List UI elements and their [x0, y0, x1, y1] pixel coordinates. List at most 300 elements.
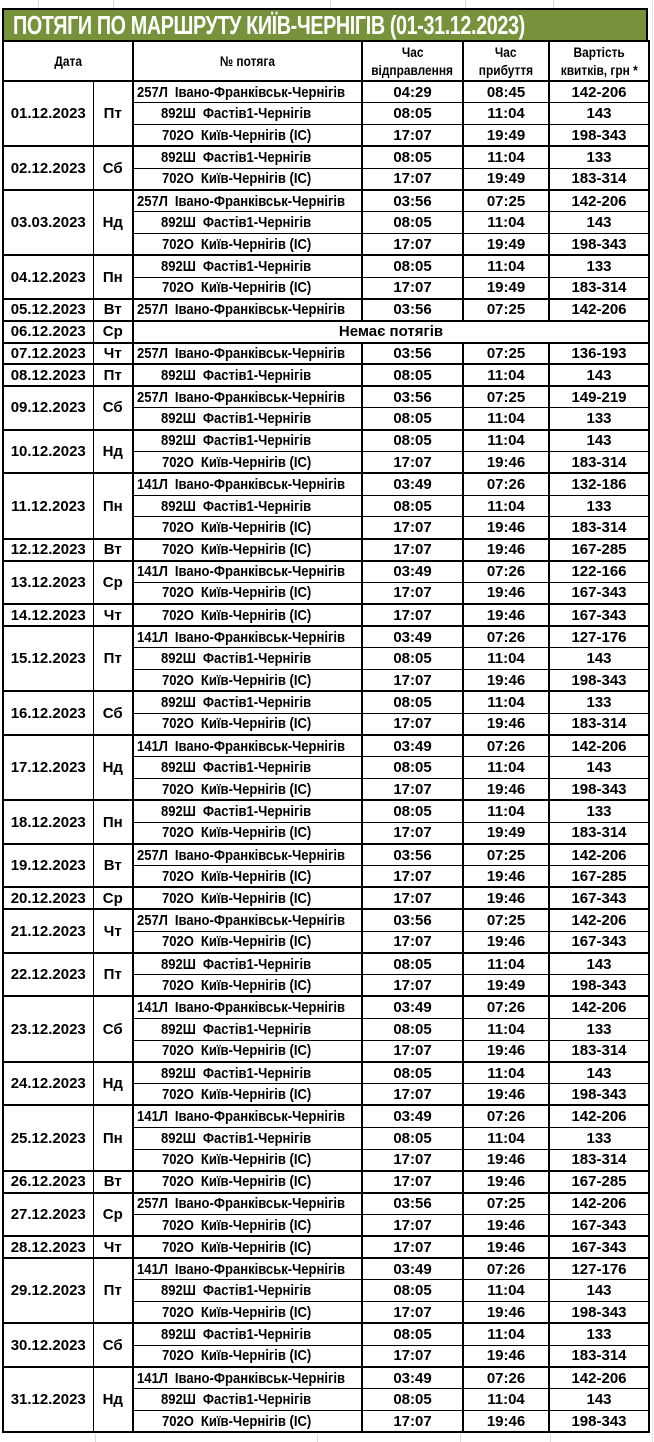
- table-row: [3, 1193, 649, 1215]
- arrival-time-cell: 19:46: [463, 539, 549, 561]
- train-route: Київ-Чернігів (ІС): [200, 1085, 311, 1103]
- train-cell: [133, 887, 362, 909]
- arrival-time-cell: 19:49: [463, 168, 549, 190]
- train-number: 892Ш: [161, 497, 197, 515]
- departure-time-cell: 03:49: [362, 561, 463, 583]
- train-cell: [133, 430, 362, 452]
- departure-time-cell: 03:56: [362, 190, 463, 212]
- table-row: [3, 1171, 649, 1193]
- departure-time-cell: 03:56: [362, 1193, 463, 1215]
- date-cell: 30.12.2023: [3, 1323, 93, 1367]
- price-cell: 183-314: [549, 1040, 649, 1062]
- train-label: [162, 519, 311, 536]
- train-label: [161, 498, 311, 515]
- day-of-week-cell: Ср: [93, 887, 133, 909]
- train-label: [161, 1391, 311, 1408]
- train-number: 892Ш: [161, 1391, 197, 1409]
- price-cell: 136-193: [549, 343, 649, 365]
- train-cell: [133, 517, 362, 539]
- arrival-time-cell: 19:46: [463, 1345, 549, 1367]
- train-number: 257Л: [137, 192, 168, 210]
- train-number: 257Л: [137, 83, 168, 101]
- arrival-time-cell: 19:46: [463, 931, 549, 953]
- train-label: [161, 650, 311, 667]
- train-number: 141Л: [137, 1108, 168, 1126]
- date-cell: 01.12.2023: [3, 81, 93, 146]
- price-cell: 133: [549, 255, 649, 277]
- arrival-time-cell: 11:04: [463, 430, 549, 452]
- day-of-week-cell: Нд: [93, 430, 133, 474]
- table-row: [3, 146, 649, 168]
- train-number: 892Ш: [161, 1282, 197, 1300]
- departure-time-cell: 08:05: [362, 1062, 463, 1084]
- sheet-gridline: [95, 1434, 96, 1442]
- price-cell: 143: [549, 757, 649, 779]
- price-cell: 183-314: [549, 822, 649, 844]
- train-label: [161, 1282, 311, 1299]
- train-number: 892Ш: [161, 410, 197, 428]
- train-label: [162, 584, 311, 601]
- train-number: 702О: [161, 1238, 194, 1256]
- train-route: Київ-Чернігів (ІС): [200, 780, 311, 798]
- train-cell: [133, 931, 362, 953]
- train-route: Івано-Франківськ-Чернігів: [174, 1260, 346, 1278]
- train-number: 702О: [161, 235, 194, 253]
- train-number: 702О: [161, 933, 194, 951]
- train-label: [162, 1347, 311, 1364]
- day-of-week-cell: Пн: [93, 473, 133, 538]
- departure-time-cell: 17:07: [362, 822, 463, 844]
- train-cell: [133, 146, 362, 168]
- train-cell: [133, 713, 362, 735]
- train-cell: [133, 1411, 362, 1433]
- col-header-departure-time: Час відправлення: [362, 41, 463, 81]
- date-cell: 31.12.2023: [3, 1367, 93, 1432]
- departure-time-cell: 17:07: [362, 1084, 463, 1106]
- departure-time-cell: 04:29: [362, 81, 463, 103]
- train-number: 892Ш: [161, 258, 197, 276]
- train-label: [161, 105, 311, 122]
- price-cell: 133: [549, 1323, 649, 1345]
- departure-time-cell: 03:49: [362, 1258, 463, 1280]
- col-header-train-number: № потяга: [133, 41, 362, 81]
- train-label: [137, 193, 345, 210]
- table-row: [3, 190, 649, 212]
- date-cell: 17.12.2023: [3, 735, 93, 800]
- train-route: Київ-Чернігів (ІС): [200, 606, 311, 624]
- train-number: 141Л: [137, 1369, 168, 1387]
- departure-time-cell: 17:07: [362, 234, 463, 256]
- train-number: 702О: [161, 671, 194, 689]
- train-cell: [133, 1040, 362, 1062]
- train-cell: [133, 1193, 362, 1215]
- train-route: Фастів1-Чернігів: [203, 105, 312, 123]
- train-label: [162, 1173, 311, 1190]
- price-cell: 142-206: [549, 996, 649, 1018]
- day-of-week-cell: Чт: [93, 343, 133, 365]
- train-cell: [133, 1323, 362, 1345]
- train-label: [162, 781, 311, 798]
- arrival-time-cell: 08:45: [463, 81, 549, 103]
- train-number: 702О: [161, 867, 194, 885]
- train-cell: [133, 452, 362, 474]
- train-route: Київ-Чернігів (ІС): [200, 1303, 311, 1321]
- train-number: 702О: [161, 976, 194, 994]
- departure-time-cell: 08:05: [362, 103, 463, 125]
- train-label: [162, 890, 311, 907]
- price-cell: 133: [549, 495, 649, 517]
- train-route: Івано-Франківськ-Чернігів: [174, 563, 346, 581]
- price-cell: 183-314: [549, 517, 649, 539]
- train-label: [162, 541, 311, 558]
- day-of-week-cell: Пт: [93, 1258, 133, 1323]
- train-label: [162, 672, 311, 689]
- train-route: Фастів1-Чернігів: [203, 1129, 312, 1147]
- price-cell: 142-206: [549, 81, 649, 103]
- arrival-time-cell: 19:49: [463, 975, 549, 997]
- arrival-time-cell: 19:49: [463, 234, 549, 256]
- train-route: Київ-Чернігів (ІС): [200, 889, 311, 907]
- train-cell: [133, 953, 362, 975]
- date-cell: 03.03.2023: [3, 190, 93, 255]
- train-cell: [133, 604, 362, 626]
- train-route: Фастів1-Чернігів: [203, 1326, 312, 1344]
- train-cell: [133, 975, 362, 997]
- arrival-time-cell: 11:04: [463, 1062, 549, 1084]
- train-route: Київ-Чернігів (ІС): [200, 235, 311, 253]
- date-cell: 19.12.2023: [3, 844, 93, 888]
- departure-time-cell: 17:07: [362, 517, 463, 539]
- departure-time-cell: 08:05: [362, 1323, 463, 1345]
- train-route: Фастів1-Чернігів: [203, 214, 312, 232]
- table-row: [3, 1323, 649, 1345]
- train-label: [162, 1413, 311, 1430]
- train-route: Київ-Чернігів (ІС): [200, 584, 311, 602]
- price-cell: 167-343: [549, 582, 649, 604]
- train-label: [162, 279, 311, 296]
- day-of-week-cell: Вт: [93, 299, 133, 321]
- arrival-time-cell: 07:25: [463, 1193, 549, 1215]
- train-label: [161, 956, 311, 973]
- train-label: [137, 476, 345, 493]
- table-row: [3, 800, 649, 822]
- price-cell: 143: [549, 1280, 649, 1302]
- arrival-time-cell: 07:26: [463, 473, 549, 495]
- departure-time-cell: 03:49: [362, 626, 463, 648]
- train-route: Фастів1-Чернігів: [203, 1020, 312, 1038]
- arrival-time-cell: 19:46: [463, 452, 549, 474]
- date-cell: 16.12.2023: [3, 691, 93, 735]
- train-label: [137, 563, 345, 580]
- train-number: 257Л: [137, 344, 168, 362]
- train-cell: [133, 364, 362, 386]
- day-of-week-cell: Пн: [93, 1105, 133, 1170]
- arrival-time-cell: 11:04: [463, 1127, 549, 1149]
- arrival-time-cell: 11:04: [463, 800, 549, 822]
- departure-time-cell: 08:05: [362, 757, 463, 779]
- date-cell: 05.12.2023: [3, 299, 93, 321]
- train-number: 702О: [161, 170, 194, 188]
- train-number: 141Л: [137, 628, 168, 646]
- train-route: Івано-Франківськ-Чернігів: [174, 388, 346, 406]
- train-number: 702О: [161, 1042, 194, 1060]
- train-route: Фастів1-Чернігів: [203, 497, 312, 515]
- day-of-week-cell: Пт: [93, 626, 133, 691]
- train-number: 702О: [161, 1216, 194, 1234]
- train-route: Івано-Франківськ-Чернігів: [174, 999, 346, 1017]
- table-row: [3, 1236, 649, 1258]
- train-route: Київ-Чернігів (ІС): [200, 1238, 311, 1256]
- train-route: Івано-Франківськ-Чернігів: [174, 301, 346, 319]
- train-number: 702О: [161, 1303, 194, 1321]
- train-label: [137, 738, 345, 755]
- departure-time-cell: 08:05: [362, 648, 463, 670]
- price-cell: 183-314: [549, 168, 649, 190]
- price-cell: 167-343: [549, 931, 649, 953]
- train-cell: [133, 1149, 362, 1171]
- departure-time-cell: 03:49: [362, 996, 463, 1018]
- train-label: [137, 345, 345, 362]
- train-number: 702О: [161, 126, 194, 144]
- date-cell: 26.12.2023: [3, 1171, 93, 1193]
- train-cell: [133, 539, 362, 561]
- table-row: [3, 1258, 649, 1280]
- arrival-time-cell: 19:46: [463, 1171, 549, 1193]
- train-route: Фастів1-Чернігів: [203, 258, 312, 276]
- train-cell: [133, 81, 362, 103]
- train-label: [162, 454, 311, 471]
- price-cell: 143: [549, 212, 649, 234]
- departure-time-cell: 17:07: [362, 1302, 463, 1324]
- arrival-time-cell: 11:04: [463, 364, 549, 386]
- train-label: [137, 389, 345, 406]
- departure-time-cell: 03:49: [362, 473, 463, 495]
- price-cell: 167-343: [549, 1214, 649, 1236]
- table-row: [3, 343, 649, 365]
- train-number: 141Л: [137, 563, 168, 581]
- train-number: 892Ш: [161, 955, 197, 973]
- day-of-week-cell: Пн: [93, 800, 133, 844]
- train-route: Івано-Франківськ-Чернігів: [174, 475, 346, 493]
- train-label: [161, 1130, 311, 1147]
- price-cell: 143: [549, 103, 649, 125]
- price-cell: 133: [549, 691, 649, 713]
- train-cell: [133, 1367, 362, 1389]
- table-row: [3, 844, 649, 866]
- train-label: [162, 1217, 311, 1234]
- train-label: [137, 847, 345, 864]
- train-number: 702О: [161, 1412, 194, 1430]
- arrival-time-cell: 19:46: [463, 582, 549, 604]
- arrival-time-cell: 07:25: [463, 909, 549, 931]
- train-label: [162, 127, 311, 144]
- train-label: [161, 367, 311, 384]
- train-number: 141Л: [137, 475, 168, 493]
- price-cell: 142-206: [549, 1105, 649, 1127]
- train-route: Київ-Чернігів (ІС): [200, 671, 311, 689]
- arrival-time-cell: 11:04: [463, 1280, 549, 1302]
- train-number: 892Ш: [161, 432, 197, 450]
- price-cell: 133: [549, 1018, 649, 1040]
- train-label: [162, 824, 311, 841]
- departure-time-cell: 17:07: [362, 1214, 463, 1236]
- train-cell: [133, 996, 362, 1018]
- train-route: Фастів1-Чернігів: [203, 802, 312, 820]
- train-number: 702О: [161, 1085, 194, 1103]
- sheet-gridline: [113, 0, 114, 8]
- train-number: 257Л: [137, 388, 168, 406]
- train-cell: [133, 277, 362, 299]
- train-label: [137, 912, 345, 929]
- train-label: [161, 1326, 311, 1343]
- day-of-week-cell: Нд: [93, 190, 133, 255]
- day-of-week-cell: Сб: [93, 996, 133, 1061]
- train-cell: [133, 1214, 362, 1236]
- day-of-week-cell: Чт: [93, 909, 133, 953]
- arrival-time-cell: 11:04: [463, 691, 549, 713]
- date-cell: 21.12.2023: [3, 909, 93, 953]
- day-of-week-cell: Ср: [93, 561, 133, 605]
- date-cell: 20.12.2023: [3, 887, 93, 909]
- departure-time-cell: 08:05: [362, 212, 463, 234]
- day-of-week-cell: Вт: [93, 844, 133, 888]
- train-label: [162, 1239, 311, 1256]
- arrival-time-cell: 07:26: [463, 561, 549, 583]
- train-number: 892Ш: [161, 1064, 197, 1082]
- train-route: Фастів1-Чернігів: [203, 693, 312, 711]
- departure-time-cell: 17:07: [362, 713, 463, 735]
- arrival-time-cell: 19:46: [463, 1084, 549, 1106]
- train-number: 702О: [161, 1173, 194, 1191]
- departure-time-cell: 17:07: [362, 168, 463, 190]
- arrival-time-cell: 07:25: [463, 190, 549, 212]
- train-label: [162, 1042, 311, 1059]
- date-cell: 13.12.2023: [3, 561, 93, 605]
- table-title: ПОТЯГИ ПО МАРШРУТУ КИЇВ-ЧЕРНІГІВ (01-31.12.2023): [13, 9, 525, 40]
- price-cell: 142-206: [549, 844, 649, 866]
- train-cell: [133, 844, 362, 866]
- arrival-time-cell: 19:46: [463, 1411, 549, 1433]
- train-route: Київ-Чернігів (ІС): [200, 126, 311, 144]
- train-cell: [133, 1280, 362, 1302]
- departure-time-cell: 17:07: [362, 582, 463, 604]
- price-cell: 133: [549, 800, 649, 822]
- day-of-week-cell: Пт: [93, 953, 133, 997]
- train-route: Київ-Чернігів (ІС): [200, 1151, 311, 1169]
- train-cell: [133, 670, 362, 692]
- train-number: 257Л: [137, 1195, 168, 1213]
- arrival-time-cell: 11:04: [463, 103, 549, 125]
- price-cell: 198-343: [549, 234, 649, 256]
- train-label: [162, 715, 311, 732]
- price-cell: 198-343: [549, 125, 649, 147]
- day-of-week-cell: Нд: [93, 735, 133, 800]
- date-cell: 24.12.2023: [3, 1062, 93, 1106]
- train-number: 892Ш: [161, 214, 197, 232]
- table-body: [3, 81, 649, 1432]
- train-label: [161, 759, 311, 776]
- arrival-time-cell: 11:04: [463, 495, 549, 517]
- train-route: Київ-Чернігів (ІС): [200, 1412, 311, 1430]
- table-row: [3, 364, 649, 386]
- table-row: [3, 299, 649, 321]
- train-route: Фастів1-Чернігів: [203, 955, 312, 973]
- train-cell: [133, 408, 362, 430]
- table-row: [3, 626, 649, 648]
- date-cell: 07.12.2023: [3, 343, 93, 365]
- sheet-gridline: [460, 1434, 461, 1442]
- date-cell: 15.12.2023: [3, 626, 93, 691]
- price-cell: 198-343: [549, 779, 649, 801]
- train-cell: [133, 735, 362, 757]
- train-label: [162, 236, 311, 253]
- train-label: [161, 258, 311, 275]
- price-cell: 143: [549, 1389, 649, 1411]
- train-number: 702О: [161, 1151, 194, 1169]
- train-route: Івано-Франківськ-Чернігів: [174, 628, 346, 646]
- sheet-gridline: [550, 1434, 551, 1442]
- train-cell: [133, 343, 362, 365]
- train-label: [137, 1370, 345, 1387]
- train-number: 702О: [161, 715, 194, 733]
- day-of-week-cell: Чт: [93, 604, 133, 626]
- train-number: 892Ш: [161, 149, 197, 167]
- price-cell: 183-314: [549, 713, 649, 735]
- price-cell: 167-343: [549, 887, 649, 909]
- arrival-time-cell: 11:04: [463, 1323, 549, 1345]
- price-cell: 133: [549, 1127, 649, 1149]
- arrival-time-cell: 19:49: [463, 125, 549, 147]
- train-cell: [133, 822, 362, 844]
- table-row: [3, 1105, 649, 1127]
- arrival-time-cell: 07:26: [463, 1367, 549, 1389]
- train-cell: [133, 866, 362, 888]
- arrival-time-cell: 19:49: [463, 277, 549, 299]
- train-route: Київ-Чернігів (ІС): [200, 976, 311, 994]
- departure-time-cell: 17:07: [362, 1345, 463, 1367]
- price-cell: 183-314: [549, 452, 649, 474]
- arrival-time-cell: 07:26: [463, 626, 549, 648]
- day-of-week-cell: Пт: [93, 81, 133, 146]
- departure-time-cell: 17:07: [362, 539, 463, 561]
- col-header-ticket-price: Вартість квитків, грн *: [549, 41, 649, 81]
- price-cell: 198-343: [549, 670, 649, 692]
- arrival-time-cell: 11:04: [463, 648, 549, 670]
- train-route: Фастів1-Чернігів: [203, 1064, 312, 1082]
- train-number: 892Ш: [161, 366, 197, 384]
- day-of-week-cell: Сб: [93, 1323, 133, 1367]
- train-cell: [133, 648, 362, 670]
- departure-time-cell: 17:07: [362, 887, 463, 909]
- train-cell: [133, 1018, 362, 1040]
- date-cell: 04.12.2023: [3, 255, 93, 299]
- departure-time-cell: 08:05: [362, 953, 463, 975]
- departure-time-cell: 03:56: [362, 386, 463, 408]
- price-cell: 142-206: [549, 190, 649, 212]
- train-cell: [133, 779, 362, 801]
- date-cell: 06.12.2023: [3, 321, 93, 343]
- train-label: [162, 977, 311, 994]
- train-cell: [133, 1171, 362, 1193]
- price-cell: 183-314: [549, 1149, 649, 1171]
- departure-time-cell: 17:07: [362, 1040, 463, 1062]
- departure-time-cell: 08:05: [362, 495, 463, 517]
- train-route: Івано-Франківськ-Чернігів: [174, 344, 346, 362]
- departure-time-cell: 08:05: [362, 1018, 463, 1040]
- train-label: [162, 933, 311, 950]
- departure-time-cell: 08:05: [362, 255, 463, 277]
- day-of-week-cell: Сб: [93, 691, 133, 735]
